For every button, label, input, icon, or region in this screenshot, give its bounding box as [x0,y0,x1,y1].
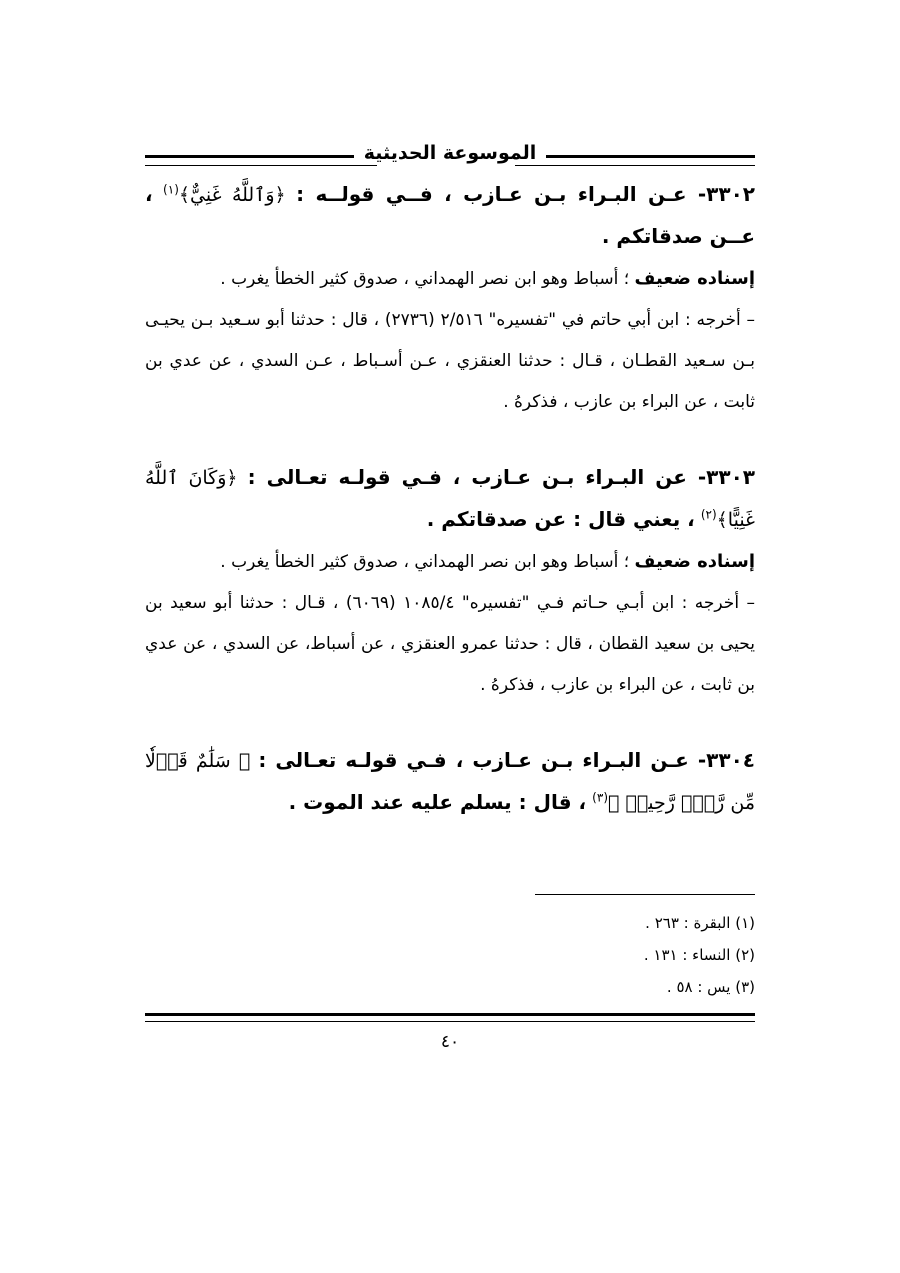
footer-rule [145,1013,755,1022]
footnote-ref-1[interactable]: (١) [163,182,179,197]
hadith-3302-isnad [145,258,755,300]
footnote-ref-2[interactable]: (٢) [700,507,717,522]
footnote-ref-3[interactable]: (٣) [592,790,608,805]
header-title: الموسوعة الحديثية [145,142,755,164]
header-rule-left [145,155,377,166]
hadith-3304-verse: ﴿ سَلَٰمٌ قَوۡلٗا مِّن رَّبّٖ رَّحِيمٖ ﴾ [145,750,755,814]
hadith-3303-head: ٣٣٠٣- عن البـراء بـن عـازب ، فـي قولـه تعـالى : [247,465,755,489]
hadith-3302-heading [145,174,755,258]
hadith-3302-head: ٣٣٠٢- عـن البـراء بـن عـازب ، فــي قولــه : [296,182,755,206]
hadith-3302-takhrij: – أخرجه : ابن أبي حاتم في "تفسيره" ٢/٥١٦ (٢٧٣٦) ، قال : حدثنا أبو سـعيد بـن يحيـى بـن سـعيد القطـان ، قـال : حدثنا العنقزي ، عـن أسـباط ، عـن السدي ، عن عدي بن ثابت ، عن البراء بن عازب ، فذكرهُ . [145,310,756,412]
isnad-text: ؛ أسباط وهو ابن نصر الهمداني ، صدوق كثير الخطأ يغرب . [220,552,630,572]
hadith-3303-isnad [145,541,755,583]
hadith-3304-head: ٣٣٠٤- عـن البـراء بـن عـازب ، فـي قولـه تعـالى : [258,748,755,772]
footnotes [145,907,755,1003]
footnote-separator [535,894,755,895]
page-content [145,130,755,1052]
hadith-3303-takhrij: – أخرجه : ابن أبـي حـاتم فـي "تفسيره" ١٠٨٥/٤ (٦٠٦٩) ، قـال : حدثنا أبو سعيد بن يحيى بن سعيد القطان ، قال : حدثنا عمرو العنقزي ، عن أسباط، عن السدي ، عن عدي بن ثابت ، عن البراء بن عازب ، فذكرهُ . [145,593,755,695]
footnote-1: (١) البقرة : ٢٦٣ . [645,914,755,932]
hadith-3303-tail: ، يعني قال : عن صدقاتكم . [426,507,695,531]
isnad-label: إسناده ضعيف [634,551,755,572]
hadith-3302-verse: ﴿وَٱللَّهُ غَنِيٌّ﴾ [178,184,286,206]
hadith-3303-verse: ﴿وَكَانَ ٱللَّهُ غَنِيًّا﴾ [145,467,755,531]
hadith-3302-tail: ، عــن صدقاتكم . [145,182,755,248]
hadith-3303-heading [145,457,755,541]
page-number: ٤٠ [440,1032,460,1052]
hadith-3304-heading [145,740,755,824]
hadith-3304-tail: ، قال : يسلم عليه عند الموت . [288,790,587,814]
isnad-text: ؛ أسباط وهو ابن نصر الهمداني ، صدوق كثير الخطأ يغرب . [220,269,630,289]
footnote-2: (٢) النساء : ١٣١ . [643,946,755,964]
page-header [145,130,755,174]
footnote-3: (٣) يس : ٥٨ . [666,978,755,996]
isnad-label: إسناده ضعيف [634,268,755,289]
